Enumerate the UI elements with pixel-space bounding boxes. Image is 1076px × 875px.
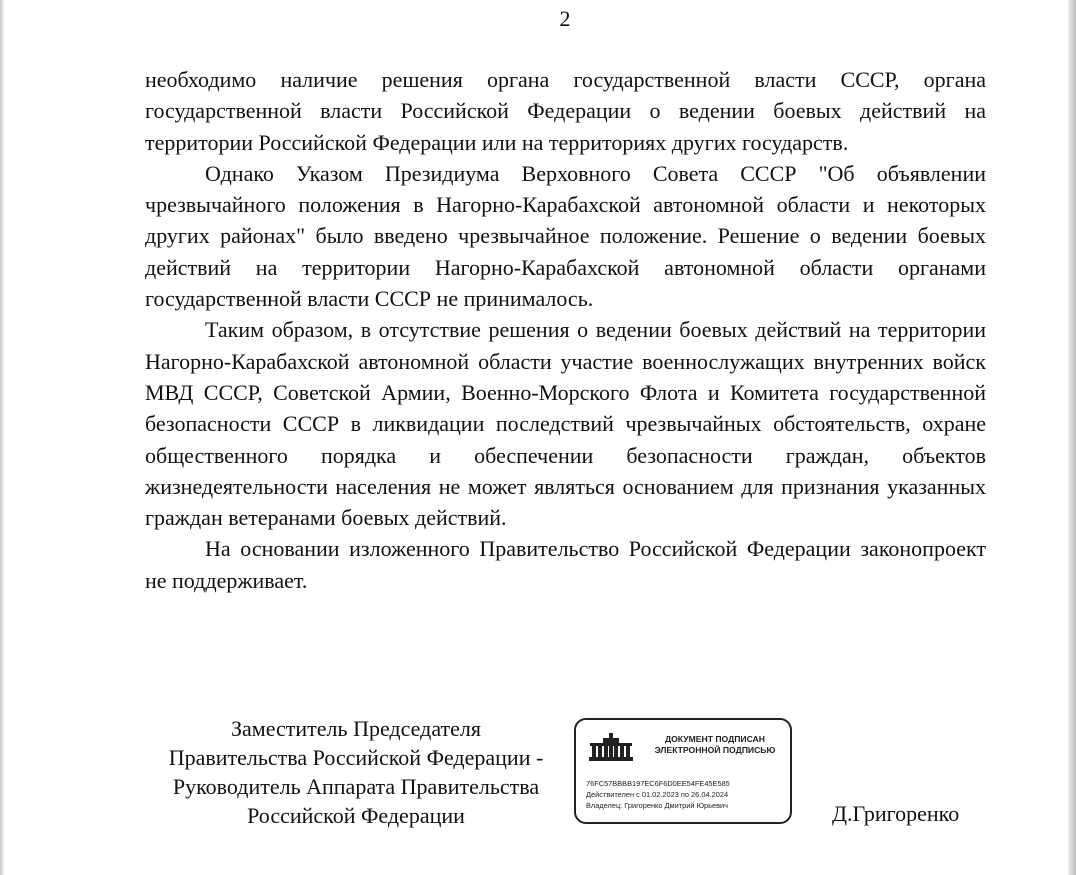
stamp-title-line: ДОКУМЕНТ ПОДПИСАН xyxy=(665,734,765,744)
signatory-title-line: Российской Федерации xyxy=(247,803,465,828)
page-left-edge xyxy=(0,0,4,875)
paragraph-3: Таким образом, в отсутствие решения о ведении боевых действий на территории Нагорно-Карабахской автономной области участие военнослужащих внутренних войск МВД СССР, Советской Армии, Военно-Морского Флота и Комитета государственной безопасности СССР в ликвидации последствий чрезвычайных обстоятельств, охране общественного порядка и обеспечении безопасности граждан, объектов жизнедеятельности населения не может являться основанием для признания указанных граждан ветеранами боевых действий. xyxy=(145,317,986,531)
signatory-title-line: Руководитель Аппарата Правительства xyxy=(172,774,540,799)
certificate-owner: Владелец: Григоренко Дмитрий Юрьевич xyxy=(586,801,729,810)
paragraph-1: необходимо наличие решения органа государственной власти СССР, органа государственной власти Российской Федерации о ведении боевых действий на территории Российской Федерации или на территориях других государств. xyxy=(145,67,986,155)
page-number: 2 xyxy=(559,6,571,31)
electronic-signature-stamp xyxy=(574,718,792,824)
certificate-number: 76FC57BBBB197EC6F6D0EE54FE45E585 xyxy=(586,779,730,788)
government-building-icon xyxy=(588,732,634,767)
stamp-title-line: ЭЛЕКТРОННОЙ ПОДПИСЬЮ xyxy=(654,745,776,755)
paragraph-4: На основании изложенного Правительство Российской Федерации законопроект не поддерживает. xyxy=(145,536,986,593)
paragraph-2: Однако Указом Президиума Верховного Совета СССР "Об объявлении чрезвычайного положения в Нагорно-Карабахской автономной области и некоторых других районах" было введено чрезвычайное положение. Решение о ведении боевых действий на территории Нагорно-Карабахской автономной области органами государственной власти СССР не принималось. xyxy=(145,160,986,312)
validity-period: Действителен с 01.02.2023 по 26.04.2024 xyxy=(586,790,729,799)
document-body xyxy=(145,64,986,596)
signatory-title-line: Заместитель Председателя xyxy=(231,716,481,741)
page-right-edge xyxy=(1068,0,1076,875)
signatory-title xyxy=(140,714,572,830)
signatory-name: Д.Григоренко xyxy=(832,801,960,826)
stamp-title xyxy=(644,734,786,756)
signatory-title-line: Правительства Российской Федерации - xyxy=(168,745,544,770)
